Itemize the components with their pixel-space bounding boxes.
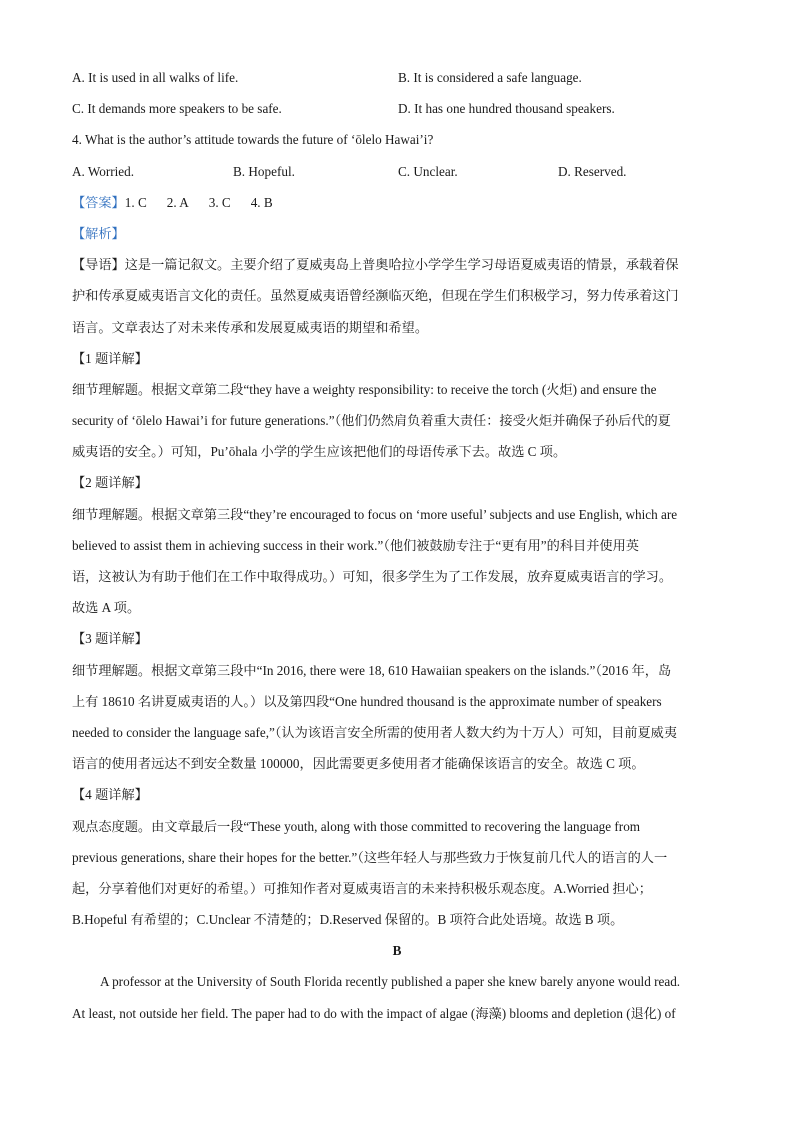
option-d: D. Reserved.: [558, 163, 627, 179]
intro-line: 语言。文章表达了对未来传承和发展夏威夷语的期望和希望。: [72, 319, 429, 335]
answer-3: 3. C: [208, 194, 231, 210]
detail-3-line: 上有 18610 名讲夏威夷语的人。）以及第四段“One hundred thousand is the approximate number of speakers: [72, 693, 662, 709]
detail-4-line: B.Hopeful 有希望的；C.Unclear 不清楚的；D.Reserved 保留的。B 项符合此处语境。故选 B 项。: [72, 912, 624, 928]
answer-key: [72, 187, 722, 218]
answer-2: 2. A: [166, 194, 189, 210]
intro-line: 【导语】这是一篇记叙文。主要介绍了夏威夷岛上普奥哈拉小学学生学习母语夏威夷语的情景，承载着保: [72, 257, 679, 273]
detail-2-line: 语，这被认为有助于他们在工作中取得成功。）可知，很多学生为了工作发展，放弃夏威夷语言的学习。: [72, 569, 673, 584]
passage-b-line: At least, not outside her field. The paper had to do with the impact of algae (海藻) blooms and depletion (退化) of: [72, 1005, 676, 1021]
option-c: C. Unclear.: [398, 163, 458, 179]
section-b-title: B: [392, 943, 402, 959]
detail-3-line: needed to consider the language safe,”（认为该语言安全所需的使用者人数大约为十万人）可知，目前夏威夷: [72, 724, 678, 740]
detail-4-heading: 【4 题详解】: [72, 787, 148, 803]
detail-1-line: security of ‘ōlelo Hawai’i for future generations.”（他们仍然肩负着重大责任：接受火炬并确保子孙后代的夏: [72, 413, 671, 429]
detail-2-line: 故选 A 项。: [72, 600, 141, 616]
detail-4-line: previous generations, share their hopes for the better.”（这些年轻人与那些致力于恢复前几代人的语言的人一: [72, 849, 668, 865]
intro-paragraph: [72, 249, 722, 343]
option-d: D. It has one hundred thousand speakers.: [398, 101, 615, 117]
option-a: A. It is used in all walks of life.: [72, 70, 239, 85]
detail-2-heading: 【2 题详解】: [72, 475, 148, 491]
question-4-stem: 4. What is the author’s attitude towards the future of ‘ōlelo Hawai’i?: [72, 132, 434, 148]
option-b: B. It is considered a safe language.: [398, 70, 582, 85]
detail-4-line: 观点态度题。由文章最后一段“These youth, along with those committed to recovering the language from: [72, 818, 641, 834]
intro-line: 护和传承夏威夷语言文化的责任。虽然夏威夷语曾经濒临灭绝，但现在学生们积极学习，努力传承着这门: [72, 288, 679, 304]
passage-b-line: A professor at the University of South Florida recently published a paper she knew barely anyone would read.: [100, 974, 681, 990]
answer-1: 1. C: [124, 194, 147, 210]
detail-1-heading: 【1 题详解】: [72, 350, 148, 366]
detail-1-line: 威夷语的安全。）可知，Pu’ōhala 小学的学生应该把他们的母语传承下去。故选 C 项。: [72, 444, 567, 460]
option-b: B. Hopeful.: [233, 163, 295, 179]
detail-3-heading: 【3 题详解】: [72, 631, 148, 647]
question-4-options: [72, 156, 722, 187]
detail-3-line: 细节理解题。根据文章第三段中“In 2016, there were 18, 610 Hawaiian speakers on the islands.”（2016 年，岛: [72, 662, 672, 678]
detail-1-line: 细节理解题。根据文章第二段“they have a weighty responsibility: to receive the torch (火炬) and ensure the: [72, 381, 657, 397]
option-c: C. It demands more speakers to be safe.: [72, 101, 282, 117]
analysis-label: 【解析】: [72, 225, 125, 241]
detail-3-line: 语言的使用者远达不到安全数量 100000，因此需要更多使用者才能确保该语言的安全。故选 C 项。: [72, 756, 645, 772]
answer-label: 【答案】: [72, 194, 125, 210]
option-a: A. Worried.: [72, 163, 135, 179]
detail-4-line: 起，分享着他们对更好的希望。）可推知作者对夏威夷语言的未来持积极乐观态度。A.Worried 担心；: [72, 880, 652, 896]
detail-2-line: 细节理解题。根据文章第三段“they’re encouraged to focus on ‘more useful’ subjects and use English, which are: [72, 506, 678, 522]
detail-2-line: believed to assist them in achieving success in their work.”（他们被鼓励专注于“更有用”的科目并使用英: [72, 537, 639, 553]
question-3-options-row-1: [72, 62, 722, 93]
question-3-options-row-2: [72, 93, 722, 124]
document-page: [72, 62, 722, 1029]
answer-4: 4. B: [250, 194, 273, 210]
